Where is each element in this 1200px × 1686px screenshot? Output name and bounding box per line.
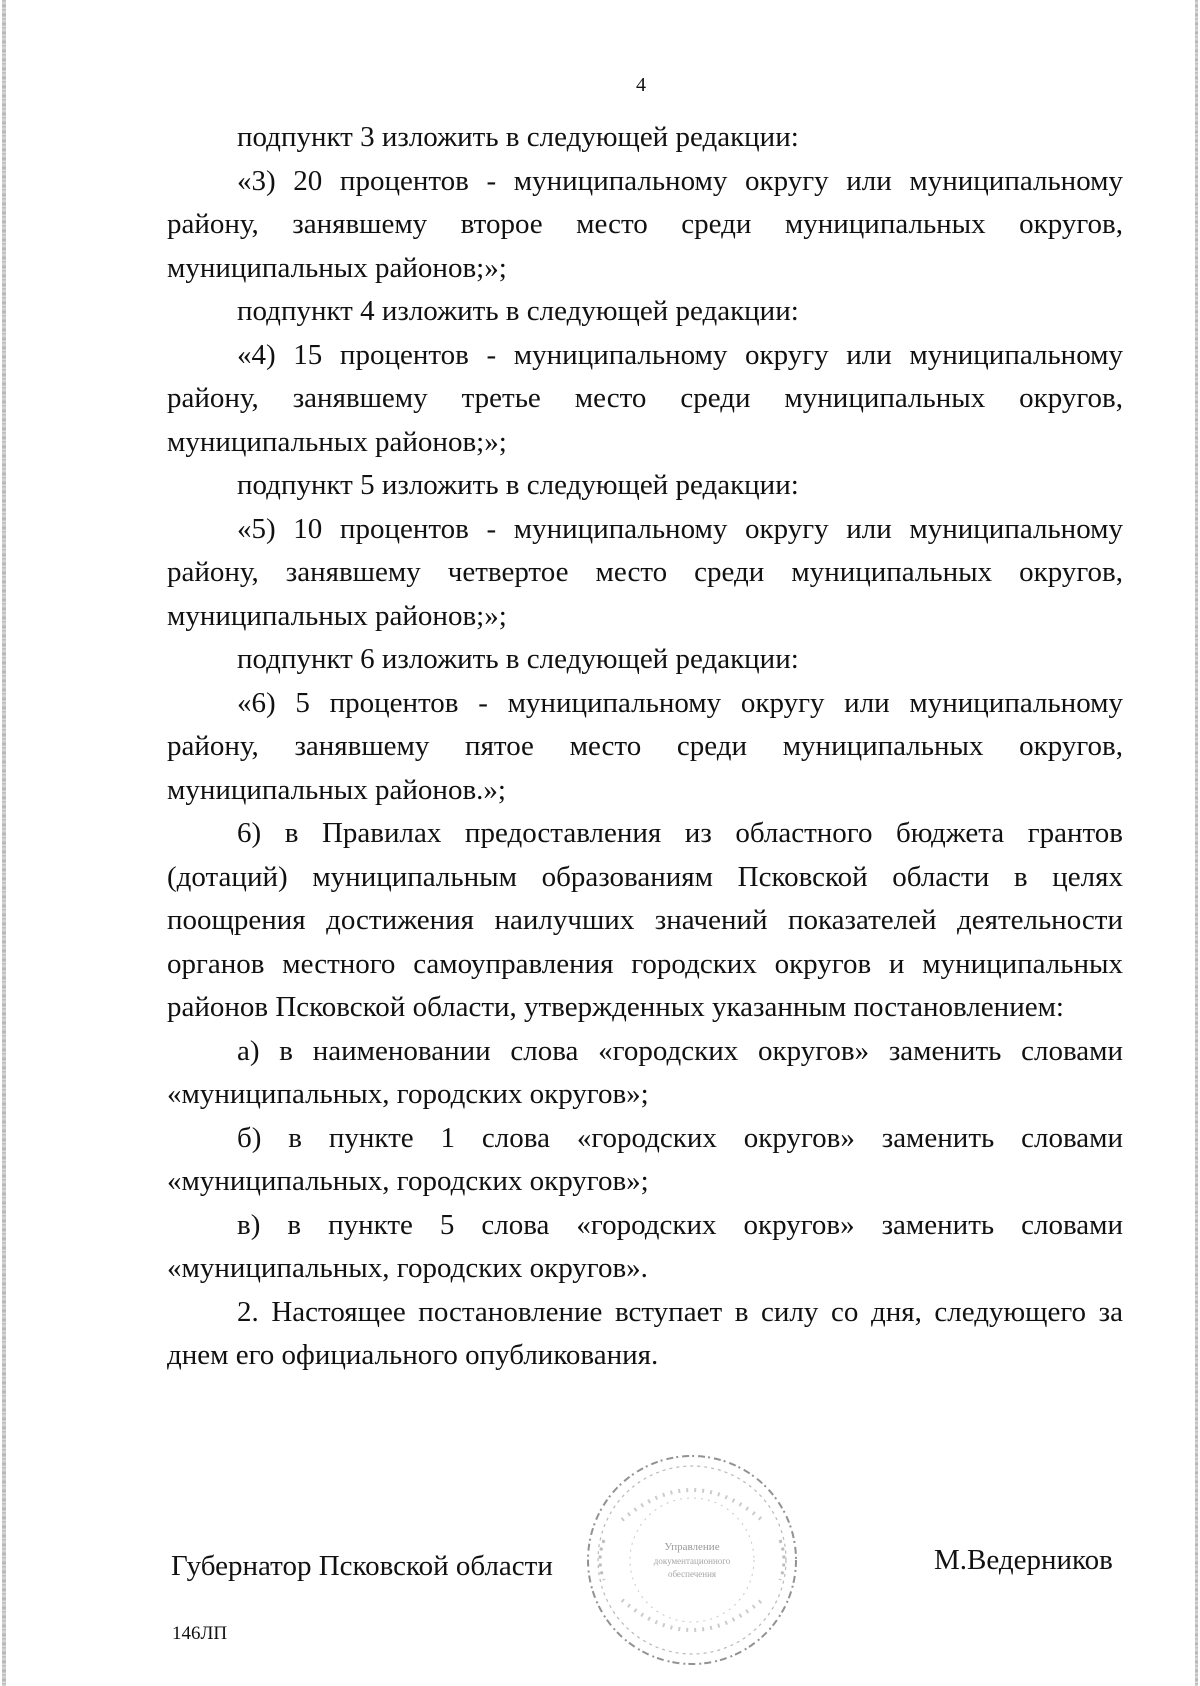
paragraph: б) в пункте 1 слова «городских округов» заменить словами «муниципальных, городских округов»; [167,1121,1123,1197]
document-code: 146ЛП [172,1623,228,1644]
official-seal-stamp [582,1450,802,1670]
document-body [167,116,1123,1378]
paragraph: «5) 10 процентов - муниципальному округу или муниципальному району, занявшему четвертое место среди муниципальных округов, муниципальных районов;»; [167,512,1123,632]
paragraph: подпункт 4 изложить в следующей редакции: [237,295,799,327]
paragraph: «3) 20 процентов - муниципальному округу или муниципальному району, занявшему второе место среди муниципальных округов, муниципальных районов;»; [167,164,1123,284]
page-number: 4 [636,74,646,96]
paragraph: 6) в Правилах предоставления из областного бюджета грантов (дотаций) муниципальным образованиям Псковской области в целях поощрения достижения наилучших значений показателей деятельности органов местного самоуправления городских округов и муниципальных районов Псковской области, утвержденных указанным постановлением: [167,817,1123,1023]
paragraph: подпункт 6 изложить в следующей редакции: [237,643,799,675]
paragraph: «4) 15 процентов - муниципальному округу или муниципальному району, занявшему третье место среди муниципальных округов, муниципальных районов;»; [167,338,1123,458]
paragraph: подпункт 5 изложить в следующей редакции: [237,469,799,501]
paragraph: 2. Настоящее постановление вступает в силу со дня, следующего за днем его официального опубликования. [167,1295,1123,1371]
signer-title: Губернатор Псковской области [171,1550,553,1582]
seal-line-2: документационного [653,1556,731,1566]
scan-edge-left [2,0,6,1686]
paragraph: «6) 5 процентов - муниципальному округу или муниципальному району, занявшему пятое место среди муниципальных округов, муниципальных районов.»; [167,686,1123,806]
seal-line-1: Управление [664,1541,720,1553]
paragraph: в) в пункте 5 слова «городских округов» заменить словами «муниципальных, городских округов». [167,1208,1123,1284]
scan-edge-right [1195,0,1198,1686]
paragraph: подпункт 3 изложить в следующей редакции: [237,121,799,153]
paragraph: а) в наименовании слова «городских округов» заменить словами «муниципальных, городских округов»; [167,1034,1123,1110]
seal-line-3: обеспечения [667,1569,717,1579]
signer-name: М.Ведерников [934,1544,1113,1576]
